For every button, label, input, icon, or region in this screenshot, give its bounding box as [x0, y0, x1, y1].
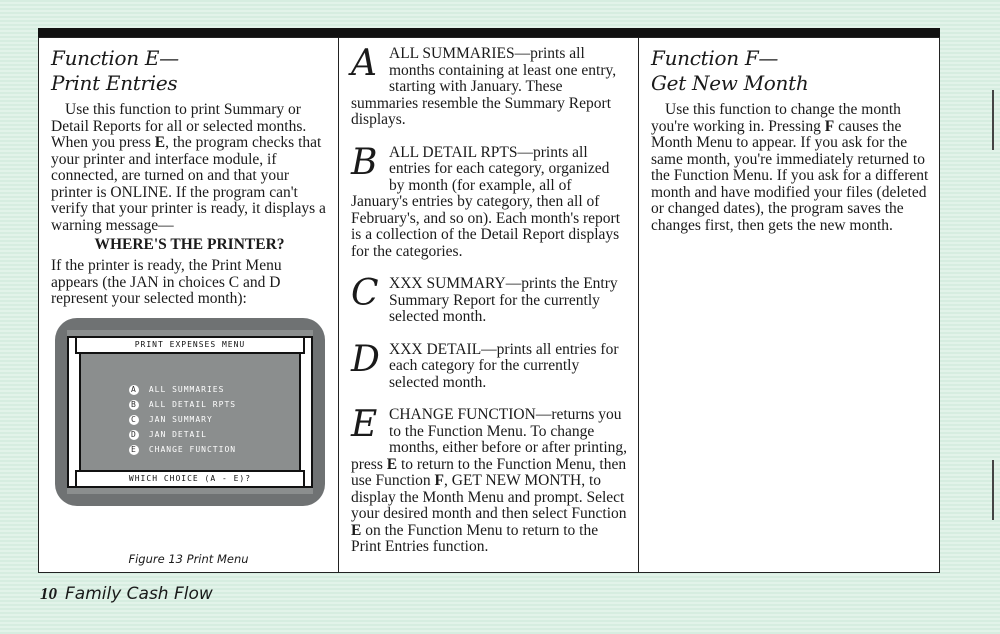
body-text-a: Use this function to change the month you're working in. Pressing — [651, 101, 901, 135]
option-text-d: on the Function Menu to return to the Print Entries function. — [351, 521, 599, 555]
option-text: XXX DETAIL—prints all entries for each category for the currently selected month. — [389, 340, 619, 391]
option-text — [351, 404, 628, 556]
option-key: E — [351, 521, 362, 539]
function-f-title — [651, 46, 929, 96]
menu-option — [129, 442, 236, 457]
option-key: E — [386, 455, 398, 473]
book-title: Family Cash Flow — [65, 584, 213, 604]
body-key: F — [824, 117, 835, 135]
drop-letter: B — [351, 141, 378, 183]
menu-option — [129, 427, 236, 442]
body-text-b: causes the Month Menu to appear. If you ask for the same month, you're immediately returned to the Function Menu. If you ask for a different month and have modified your files (deleted or changed dates), the program saves the changes first, then gets the new month. — [651, 117, 929, 234]
menu-key: A — [131, 384, 137, 394]
option-entry-c — [351, 273, 628, 326]
column-print-options — [339, 38, 639, 572]
option-entry-e — [351, 404, 628, 556]
intro-key: E — [154, 134, 166, 151]
column-function-e — [39, 38, 339, 572]
menu-option — [129, 412, 236, 427]
function-e-intro — [51, 102, 328, 234]
option-text: ALL SUMMARIES—prints all months containing at least one entry, starting with January. These summaries resemble the Summary Report displays. — [351, 45, 617, 128]
screen-menu-options — [129, 382, 236, 457]
binding-mark — [992, 90, 994, 150]
crt-display — [67, 330, 313, 494]
screen-border-right — [299, 336, 313, 488]
option-text: ALL DETAIL RPTS—prints all entries for each category, organized by month (for example, all of January's entries by category, then all of February's, and so on). Each month's report is a collection of the Detail Report displays for the categories. — [351, 143, 621, 260]
function-f-title-line2: Get New Month — [651, 71, 809, 95]
function-e-title-line2: Print Entries — [51, 71, 178, 95]
page-frame — [38, 37, 940, 573]
menu-key: E — [131, 444, 137, 454]
option-entry-b — [351, 141, 628, 261]
menu-key: B — [131, 399, 137, 409]
print-menu-screen — [55, 318, 325, 506]
screen-prompt: WHICH CHOICE (A - E)? — [75, 470, 305, 488]
option-key: F — [434, 472, 444, 489]
menu-option — [129, 397, 236, 412]
function-e-title-line1: Function E— — [51, 46, 179, 70]
function-e-para2: If the printer is ready, the Print Menu appears (the JAN in choices C and D represent your selected month): — [51, 257, 282, 307]
binding-mark — [992, 460, 994, 520]
warning-message: WHERE'S THE PRINTER? — [94, 236, 285, 253]
menu-key: D — [131, 429, 137, 439]
function-f-title-line1: Function F— — [651, 46, 779, 70]
option-entry-a — [351, 43, 628, 129]
option-text: XXX SUMMARY—prints the Entry Summary Report for the currently selected month. — [389, 275, 618, 325]
menu-option — [129, 382, 236, 397]
menu-label: ALL SUMMARIES — [148, 384, 225, 394]
column-function-f — [639, 38, 939, 572]
function-f-body — [651, 102, 929, 234]
option-text-c: , GET NEW MONTH, to display the Month Menu and prompt. Select your desired month and then select Function — [351, 472, 627, 522]
intro-text-a: Use this function to print Summary or Detail Reports for all or selected months. When you press — [51, 101, 307, 151]
menu-key: C — [131, 414, 137, 424]
option-text-b: to return to the Function Menu, then use Function — [351, 455, 627, 489]
drop-letter: C — [351, 273, 379, 314]
option-text-a: CHANGE FUNCTION—returns you to the Function Menu. To change months, either before or after printing, press — [351, 406, 628, 473]
menu-label: JAN SUMMARY — [148, 414, 213, 424]
menu-label: ALL DETAIL RPTS — [148, 399, 237, 409]
screen-header: PRINT EXPENSES MENU — [75, 336, 305, 354]
page-number: 10 — [40, 584, 57, 603]
function-e-title — [51, 46, 328, 96]
drop-letter: A — [351, 43, 377, 84]
screen-border-left — [67, 336, 81, 488]
menu-label: JAN DETAIL — [148, 429, 207, 439]
intro-text-b: , the program checks that your printer and interface module, if connected, are turned on and that your printer is ONLINE. If the program can't verify that your printer is ready, it displays a warning message— — [51, 134, 326, 234]
page-footer — [40, 584, 213, 604]
top-rule — [38, 28, 940, 37]
drop-letter: D — [351, 338, 380, 380]
menu-label: CHANGE FUNCTION — [148, 444, 237, 454]
drop-letter: E — [351, 404, 378, 445]
figure-caption: Figure 13 Print Menu — [128, 552, 249, 566]
option-entry-d — [351, 338, 628, 392]
